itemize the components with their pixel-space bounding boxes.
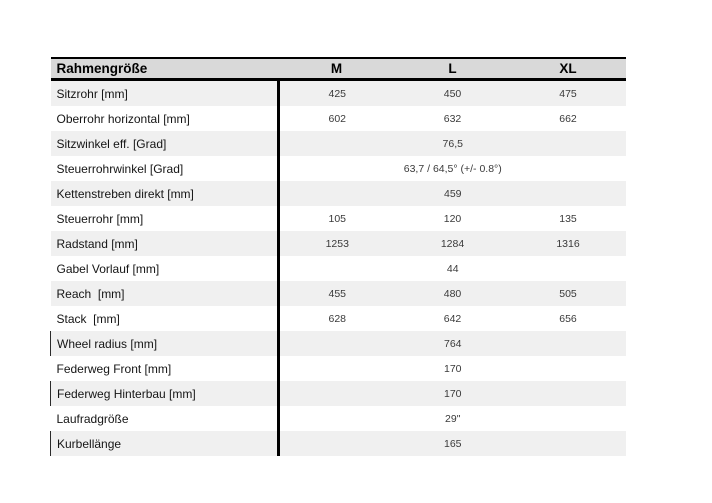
cell-all-sizes: 764: [279, 331, 626, 356]
cell-all-sizes: 63,7 / 64,5° (+/- 0.8°): [279, 156, 626, 181]
cell-m: 602: [279, 106, 395, 131]
cell-all-sizes: 29": [279, 406, 626, 431]
row-label: Steuerrohr [mm]: [51, 206, 279, 231]
table-row-oberrohr: [51, 106, 626, 131]
row-label: Federweg Front [mm]: [51, 356, 279, 381]
row-label: Wheel radius [mm]: [51, 331, 279, 356]
cell-all-sizes: 170: [279, 356, 626, 381]
cell-all-sizes: 459: [279, 181, 626, 206]
column-header-xl: XL: [511, 58, 626, 80]
cell-m: 455: [279, 281, 395, 306]
cell-l: 642: [395, 306, 511, 331]
cell-l: 1284: [395, 231, 511, 256]
table-row-sitzwinkel: [51, 131, 626, 156]
cell-m: 425: [279, 80, 395, 107]
cell-all-sizes: 76,5: [279, 131, 626, 156]
cell-all-sizes: 44: [279, 256, 626, 281]
table-row-stack: [51, 306, 626, 331]
cell-l: 120: [395, 206, 511, 231]
header-frame-size-label: Rahmengröße: [51, 58, 279, 80]
row-label: Kurbellänge: [51, 431, 279, 456]
table-row-kettenstreben: [51, 181, 626, 206]
table-row-gabel-vorlauf: [51, 256, 626, 281]
cell-m: 628: [279, 306, 395, 331]
column-header-m: M: [279, 58, 395, 80]
row-label: Sitzrohr [mm]: [51, 80, 279, 107]
frame-geometry-table: [50, 57, 626, 456]
cell-all-sizes: 170: [279, 381, 626, 406]
cell-l: 450: [395, 80, 511, 107]
table-row-reach: [51, 281, 626, 306]
cell-m: 1253: [279, 231, 395, 256]
row-label: Gabel Vorlauf [mm]: [51, 256, 279, 281]
cell-m: 105: [279, 206, 395, 231]
table-row-laufradgroesse: [51, 406, 626, 431]
row-label: Laufradgröße: [51, 406, 279, 431]
row-label: Federweg Hinterbau [mm]: [51, 381, 279, 406]
cell-xl: 475: [511, 80, 626, 107]
table-row-radstand: [51, 231, 626, 256]
table-row-steuerrohr: [51, 206, 626, 231]
row-label: Sitzwinkel eff. [Grad]: [51, 131, 279, 156]
cell-l: 480: [395, 281, 511, 306]
table-row-federweg-front: [51, 356, 626, 381]
row-label: Kettenstreben direkt [mm]: [51, 181, 279, 206]
table-row-sitzrohr: [51, 80, 626, 107]
cell-xl: 662: [511, 106, 626, 131]
cell-all-sizes: 165: [279, 431, 626, 456]
row-label: Radstand [mm]: [51, 231, 279, 256]
column-header-l: L: [395, 58, 511, 80]
table-row-wheel-radius: [51, 331, 626, 356]
table-row-kurbellaenge: [51, 431, 626, 456]
row-label: Oberrohr horizontal [mm]: [51, 106, 279, 131]
row-label: Reach [mm]: [51, 281, 279, 306]
table-row-federweg-hinterbau: [51, 381, 626, 406]
table-header-row: [51, 58, 626, 80]
cell-xl: 505: [511, 281, 626, 306]
row-label: Steuerrohrwinkel [Grad]: [51, 156, 279, 181]
cell-xl: 1316: [511, 231, 626, 256]
cell-xl: 135: [511, 206, 626, 231]
row-label: Stack [mm]: [51, 306, 279, 331]
cell-xl: 656: [511, 306, 626, 331]
cell-l: 632: [395, 106, 511, 131]
table-row-steuerrohrwinkel: [51, 156, 626, 181]
